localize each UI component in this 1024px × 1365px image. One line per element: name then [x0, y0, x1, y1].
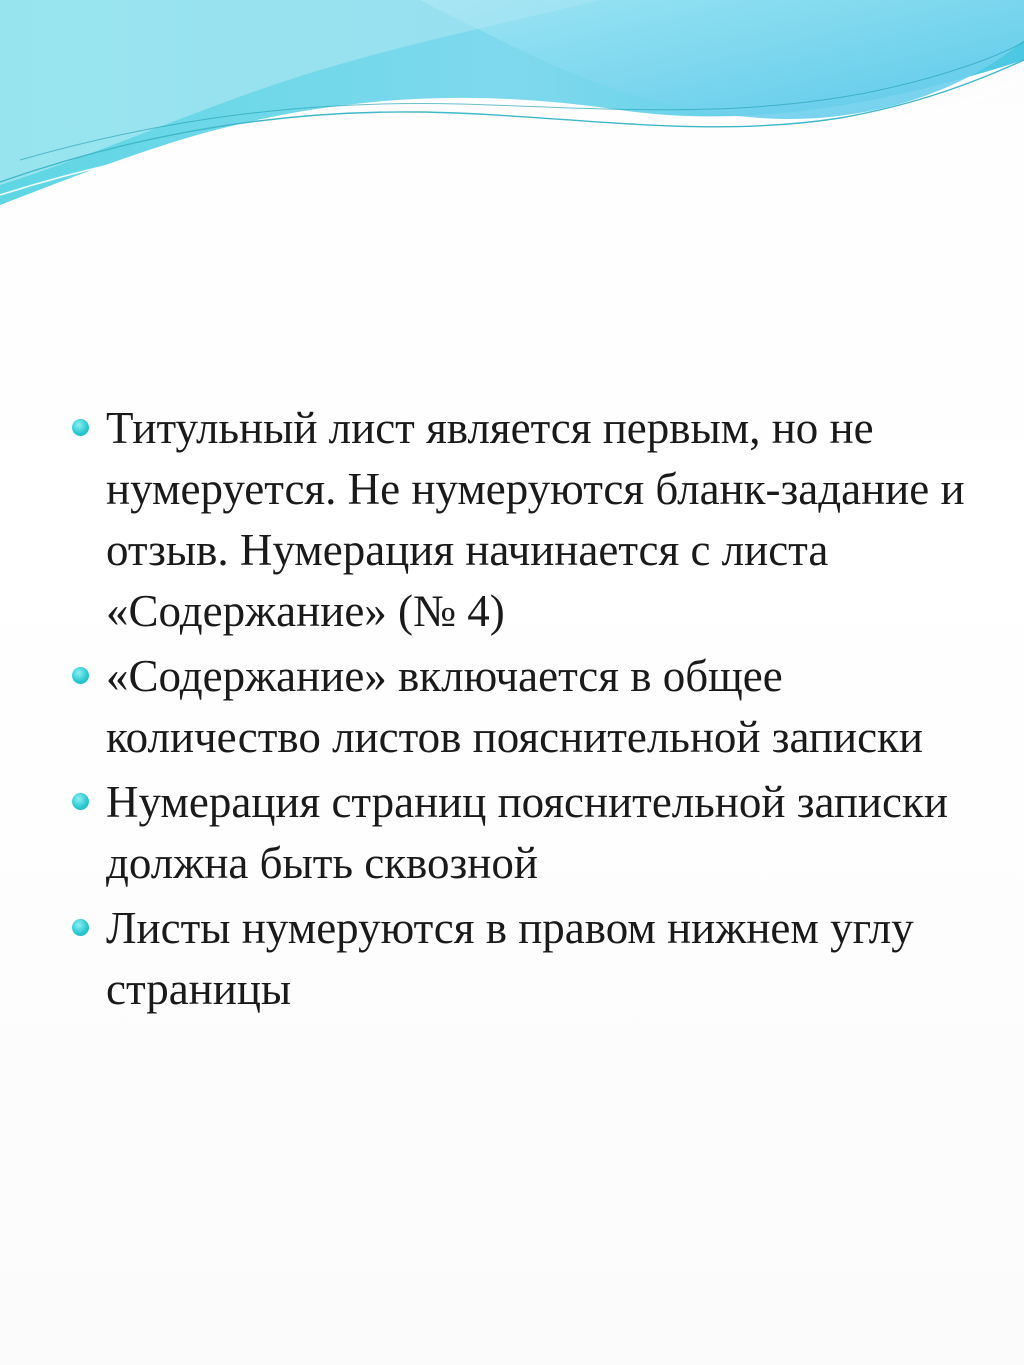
bullet-dot-icon — [72, 919, 89, 936]
slide-content — [70, 398, 970, 1024]
wave-header-decoration — [0, 0, 1024, 240]
bullet-text: «Содержание» включается в общее количество листов пояснительной записки — [106, 651, 923, 762]
bullet-dot-icon — [72, 419, 89, 436]
bullet-item — [70, 646, 970, 768]
bullet-text: Титульный лист является первым, но не нумеруется. Не нумеруются бланк-задание и отзыв. Нумерация начинается с листа «Содержание» (№ 4) — [106, 403, 965, 636]
bullet-item — [70, 898, 970, 1020]
bullet-dot-icon — [72, 667, 89, 684]
bullet-item — [70, 398, 970, 642]
bullet-text: Листы нумеруются в правом нижнем углу страницы — [106, 903, 914, 1014]
bullet-dot-icon — [72, 793, 89, 810]
bullet-list — [70, 398, 970, 1020]
bullet-item — [70, 772, 970, 894]
bullet-text: Нумерация страниц пояснительной записки должна быть сквозной — [106, 777, 948, 888]
